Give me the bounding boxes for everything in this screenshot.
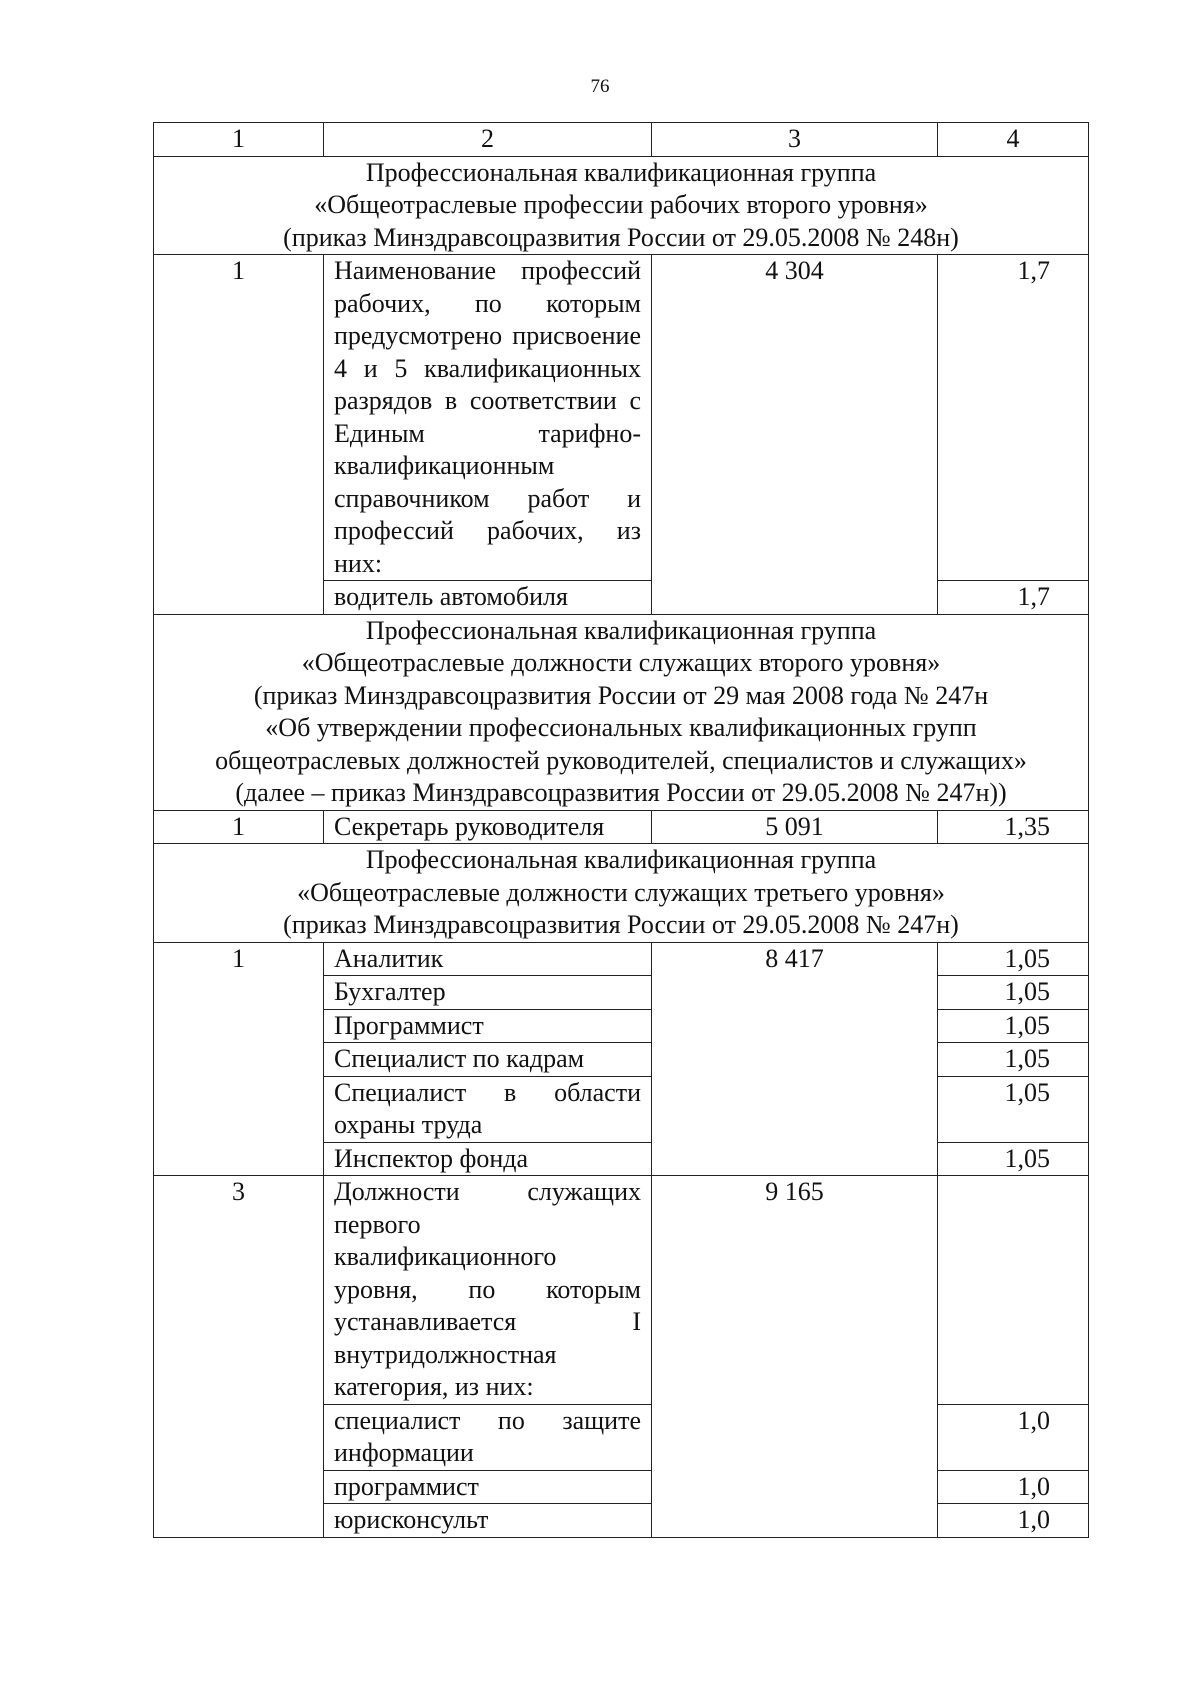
salary-value: 4 304	[652, 255, 938, 615]
group-header	[154, 156, 1089, 255]
table-row	[154, 942, 1089, 976]
coefficient-value: 1,35	[938, 810, 1089, 844]
salary-table	[153, 122, 1089, 1538]
coefficient-value: 1,0	[938, 1504, 1089, 1538]
group-header	[154, 614, 1089, 810]
coefficient-value: 1,05	[938, 1076, 1089, 1142]
group-header-line: Профессиональная квалификационная группа	[365, 157, 877, 187]
table-row	[154, 1176, 1089, 1405]
coefficient-value: 1,05	[938, 942, 1089, 976]
table-row	[154, 810, 1089, 844]
position-name: Секретарь руководителя	[324, 810, 652, 844]
group-header-line: общеотраслевых должностей руководителей, специалистов и служащих»	[215, 745, 1027, 775]
group-header-line: «Общеотраслевые должности служащих третьего уровня»	[297, 877, 945, 907]
coefficient-value: 1,05	[938, 1009, 1089, 1043]
group-header	[154, 844, 1089, 943]
coefficient-value: 1,0	[938, 1404, 1089, 1470]
group-header-line: (приказ Минздравсоцразвития России от 29.05.2008 № 247н)	[283, 910, 959, 939]
qualification-level: 3	[154, 1176, 324, 1538]
coefficient-value: 1,7	[938, 581, 1089, 615]
coefficient-value: 1,7	[938, 255, 1089, 581]
group-header-line: «Общеотраслевые должности служащих второго уровня»	[301, 648, 941, 677]
column-number-row	[154, 123, 1089, 157]
coefficient-value: 1,05	[938, 1043, 1089, 1077]
group-header-line: (далее – приказ Минздравсоцразвития России от 29.05.2008 № 247н))	[235, 778, 1007, 807]
position-name: Специалист по кадрам	[324, 1043, 652, 1077]
salary-value: 8 417	[652, 942, 938, 1176]
position-name: Бухгалтер	[324, 976, 652, 1010]
qualification-level: 1	[154, 942, 324, 1176]
group-header-line: (приказ Минздравсоцразвития России от 29.05.2008 № 248н)	[283, 222, 959, 252]
position-name: юрисконсульт	[324, 1504, 652, 1538]
qualification-level: 1	[154, 810, 324, 844]
salary-value: 5 091	[652, 810, 938, 844]
position-name: Специалист в области охраны труда	[324, 1076, 652, 1142]
group-header-line: Профессиональная квалификационная группа	[365, 845, 877, 874]
position-name: водитель автомобиля	[324, 581, 652, 615]
group-header-row	[154, 614, 1089, 810]
column-number: 4	[938, 123, 1089, 157]
column-number: 2	[324, 123, 652, 157]
group-header-line: «Общеотраслевые профессии рабочих второго уровня»	[314, 190, 928, 219]
page-number: 76	[590, 76, 610, 97]
position-name: Наименование профессий рабочих, по которым предусмотрено присвоение 4 и 5 квалификационных разрядов в соответствии с Единым тарифно-квалификационным справочником работ и профессий рабочих, из них:	[324, 255, 652, 581]
coefficient-value: 1,05	[938, 976, 1089, 1010]
position-name: специалист по защите информации	[324, 1404, 652, 1470]
column-number: 1	[154, 123, 324, 157]
salary-value: 9 165	[652, 1176, 938, 1538]
position-name: программист	[324, 1470, 652, 1504]
qualification-level: 1	[154, 255, 324, 615]
position-name: Инспектор фонда	[324, 1142, 652, 1176]
group-header-line: (приказ Минздравсоцразвития России от 29 мая 2008 года № 247н	[253, 680, 989, 710]
coefficient-value	[938, 1176, 1089, 1405]
group-header-row	[154, 844, 1089, 943]
coefficient-value: 1,05	[938, 1142, 1089, 1176]
coefficient-value: 1,0	[938, 1470, 1089, 1504]
position-name: Должности служащих первого квалификационного уровня, по которым устанавливается I внутридолжностная категория, из них:	[324, 1176, 652, 1405]
position-name: Программист	[324, 1009, 652, 1043]
group-header-row	[154, 156, 1089, 255]
table-row	[154, 255, 1089, 581]
position-name: Аналитик	[324, 942, 652, 976]
column-number: 3	[652, 123, 938, 157]
group-header-line: Профессиональная квалификационная группа	[365, 615, 877, 645]
group-header-line: «Об утверждении профессиональных квалификационных групп	[265, 713, 977, 742]
